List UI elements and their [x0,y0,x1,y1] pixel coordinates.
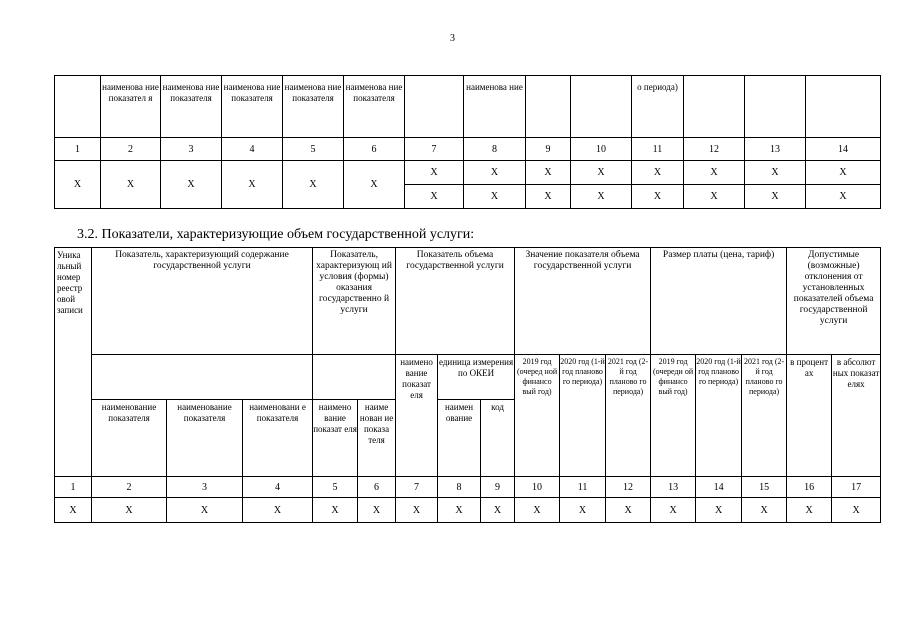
content-spacer [92,355,313,400]
header-row-1 [55,248,881,355]
content-indicator-name: наименовани е показателя [243,400,313,477]
x-cell: X [464,161,526,185]
x-cell: X [526,161,571,185]
column-number: 10 [515,477,560,498]
x-cell: X [243,498,313,523]
condition-indicator-name: наимено вание показат еля [313,400,358,477]
column-number: 13 [651,477,696,498]
year-2020-value-header: 2020 год (1-й год планово го периода) [560,355,606,477]
column-number: 1 [55,477,92,498]
x-cell: X [222,161,283,209]
top-header-cell [526,76,571,138]
x-cell: X [806,185,881,209]
x-cell: X [651,498,696,523]
top-header-cell [806,76,881,138]
x-cell: X [92,498,167,523]
column-number: 16 [787,477,832,498]
x-cell: X [55,498,92,523]
content-group-header: Показатель, характеризующий содержание государственной услуги [92,248,313,355]
x-cell: X [560,498,606,523]
column-number: 14 [696,477,742,498]
x-cell: X [396,498,438,523]
top-header-cell [684,76,745,138]
x-cell: X [632,161,684,185]
conditions-spacer [313,355,396,400]
year-2021-fee-header: 2021 год (2-й год планово го периода) [742,355,787,477]
x-cell: X [405,185,464,209]
column-number: 5 [313,477,358,498]
fee-group-header: Размер платы (цена, тариф) [651,248,787,355]
column-number: 2 [101,138,161,161]
content-indicator-name: наименование показателя [167,400,243,477]
column-number: 11 [560,477,606,498]
column-number: 13 [745,138,806,161]
column-number: 17 [832,477,881,498]
top-header-cell: наименова ние показателя [222,76,283,138]
top-number-row [55,138,881,161]
x-cell: X [161,161,222,209]
column-number: 12 [684,138,745,161]
indicator-name-header: наимено вание показат еля [396,355,438,477]
page-number: 3 [450,33,455,44]
x-cell: X [571,185,632,209]
column-number: 9 [526,138,571,161]
year-2019-fee-header: 2019 год (очереди ой финансо вый год) [651,355,696,477]
header-row-2 [55,355,881,400]
x-cell: X [515,498,560,523]
deviation-group-header: Допустимые (возможные) отклонения от установленных показателей объема государственной услуги [787,248,881,355]
column-number: 3 [161,138,222,161]
column-number: 7 [405,138,464,161]
top-header-cell [745,76,806,138]
top-header-cell: наименова ние [464,76,526,138]
year-2021-value-header: 2021 год (2-й год планово го периода) [606,355,651,477]
x-cell: X [101,161,161,209]
column-number: 3 [167,477,243,498]
value-group-header: Значение показателя объема государственной услуги [515,248,651,355]
x-cell: X [358,498,396,523]
bottom-x-row [55,498,881,523]
content-indicator-name: наименование показателя [92,400,167,477]
column-number: 15 [742,477,787,498]
column-number: 8 [464,138,526,161]
column-number: 6 [358,477,396,498]
year-2019-value-header: 2019 год (очеред ной финансо вый год) [515,355,560,477]
column-number: 6 [344,138,405,161]
column-number: 12 [606,477,651,498]
x-cell: X [481,498,515,523]
condition-indicator-name: наиме нован ие показа теля [358,400,396,477]
x-cell: X [684,161,745,185]
x-cell: X [571,161,632,185]
top-header-row [55,76,881,138]
top-header-cell: наименова ние показателя [161,76,222,138]
top-indicator-table [54,75,881,209]
top-x-row [55,161,881,185]
x-cell: X [526,185,571,209]
x-cell: X [313,498,358,523]
x-cell: X [405,161,464,185]
x-cell: X [745,185,806,209]
column-number: 5 [283,138,344,161]
top-header-cell: наименова ние показател я [101,76,161,138]
unit-name-header: наимен ование [438,400,481,477]
x-cell: X [464,185,526,209]
column-number: 2 [92,477,167,498]
x-cell: X [438,498,481,523]
column-number: 11 [632,138,684,161]
column-number: 8 [438,477,481,498]
x-cell: X [832,498,881,523]
x-cell: X [344,161,405,209]
x-cell: X [55,161,101,209]
top-header-cell [571,76,632,138]
x-cell: X [632,185,684,209]
volume-group-header: Показатель объема государственной услуги [396,248,515,355]
column-number: 4 [243,477,313,498]
section-title: 3.2. Показатели, характеризующие объем государственной услуги: [77,227,475,242]
top-header-cell [55,76,101,138]
x-cell: X [606,498,651,523]
column-number: 9 [481,477,515,498]
x-cell: X [283,161,344,209]
top-header-cell: наименова ние показателя [344,76,405,138]
column-number: 10 [571,138,632,161]
top-header-cell: о периода) [632,76,684,138]
bottom-number-row [55,477,881,498]
column-number: 14 [806,138,881,161]
volume-indicator-table [54,247,881,523]
x-cell: X [745,161,806,185]
column-number: 1 [55,138,101,161]
x-cell: X [167,498,243,523]
top-header-cell [405,76,464,138]
unit-code-header: код [481,400,515,477]
column-number: 4 [222,138,283,161]
x-cell: X [806,161,881,185]
x-cell: X [787,498,832,523]
deviation-absolute-header: в абсолют ных показат елях [832,355,881,477]
conditions-group-header: Показатель, характеризующ ий условия (формы) оказания государственно й услуги [313,248,396,355]
x-cell: X [742,498,787,523]
x-cell: X [696,498,742,523]
unit-okei-header: единица измерения по ОКЕИ [438,355,515,400]
column-number: 7 [396,477,438,498]
x-cell: X [684,185,745,209]
deviation-percent-header: в процент ах [787,355,832,477]
top-header-cell: наименова ние показателя [283,76,344,138]
unique-number-header: Уника льный номер реестр овой записи [55,248,92,477]
year-2020-fee-header: 2020 год (1-й год планово го периода) [696,355,742,477]
